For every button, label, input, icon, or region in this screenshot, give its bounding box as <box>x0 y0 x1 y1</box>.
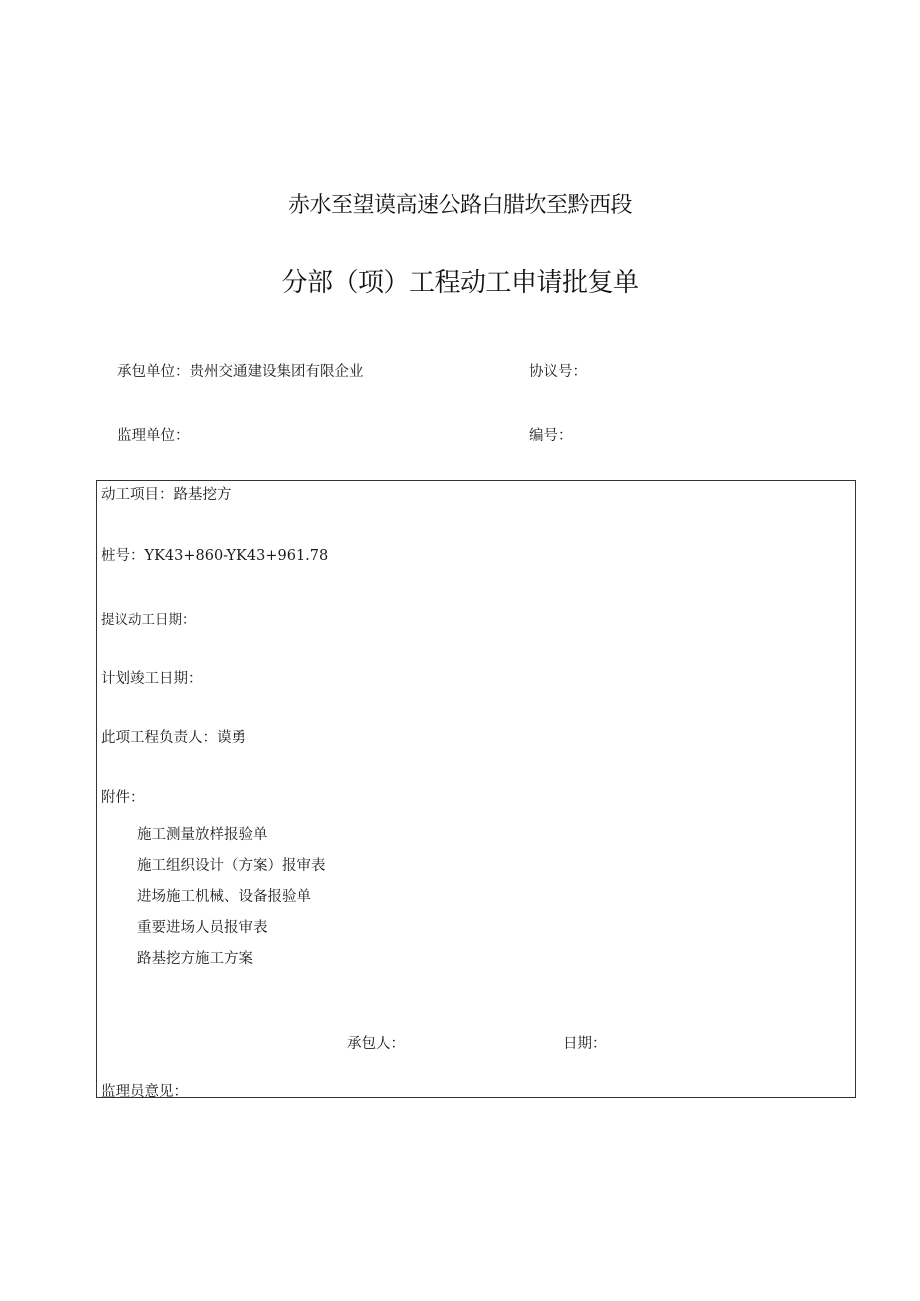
contractor-unit-field <box>117 360 364 381</box>
station-label: 桩号： <box>101 548 145 564</box>
supervision-unit-label: 监理单位： <box>117 428 190 444</box>
proposed-start-label: 提议动工日期： <box>101 612 196 628</box>
project-row <box>101 483 232 504</box>
responsible-value: 谟勇 <box>217 730 246 746</box>
document-title-line2: 分部（项）工程动工申请批复单 <box>281 268 639 298</box>
contractor-unit-value: 贵州交通建设集团有限企业 <box>189 364 364 380</box>
supervision-unit-field <box>117 424 190 445</box>
agreement-number-label: 协议号： <box>529 364 587 380</box>
attachment-item: 路基挖方施工方案 <box>137 951 253 967</box>
responsible-label: 此项工程负责人： <box>101 730 217 746</box>
station-row <box>101 544 328 565</box>
application-form-box <box>96 480 856 1098</box>
serial-number-field <box>529 424 573 445</box>
station-value: YK43+860-YK43+961.78 <box>144 548 329 564</box>
project-label: 动工项目： <box>101 487 174 503</box>
attachment-item: 进场施工机械、设备报验单 <box>137 889 311 905</box>
contractor-unit-label: 承包单位： <box>117 364 190 380</box>
document-title-line1: 赤水至望谟高速公路白腊坎至黔西段 <box>287 193 632 218</box>
agreement-number-field <box>529 360 587 381</box>
contractor-signature-label: 承包人： <box>347 1036 405 1052</box>
attachment-item: 重要进场人员报审表 <box>137 920 268 936</box>
proposed-start-row <box>101 608 196 628</box>
serial-number-label: 编号： <box>529 428 573 444</box>
attachment-item: 施工测量放样报验单 <box>137 827 268 843</box>
planned-finish-row <box>101 667 203 688</box>
project-value: 路基挖方 <box>173 487 232 503</box>
planned-finish-label: 计划竣工日期： <box>101 671 203 687</box>
responsible-row <box>101 726 246 747</box>
date-label: 日期： <box>563 1036 607 1052</box>
attachment-item: 施工组织设计（方案）报审表 <box>137 858 326 874</box>
attachments-label: 附件： <box>101 790 145 806</box>
supervisor-opinion-label: 监理员意见： <box>101 1084 188 1100</box>
